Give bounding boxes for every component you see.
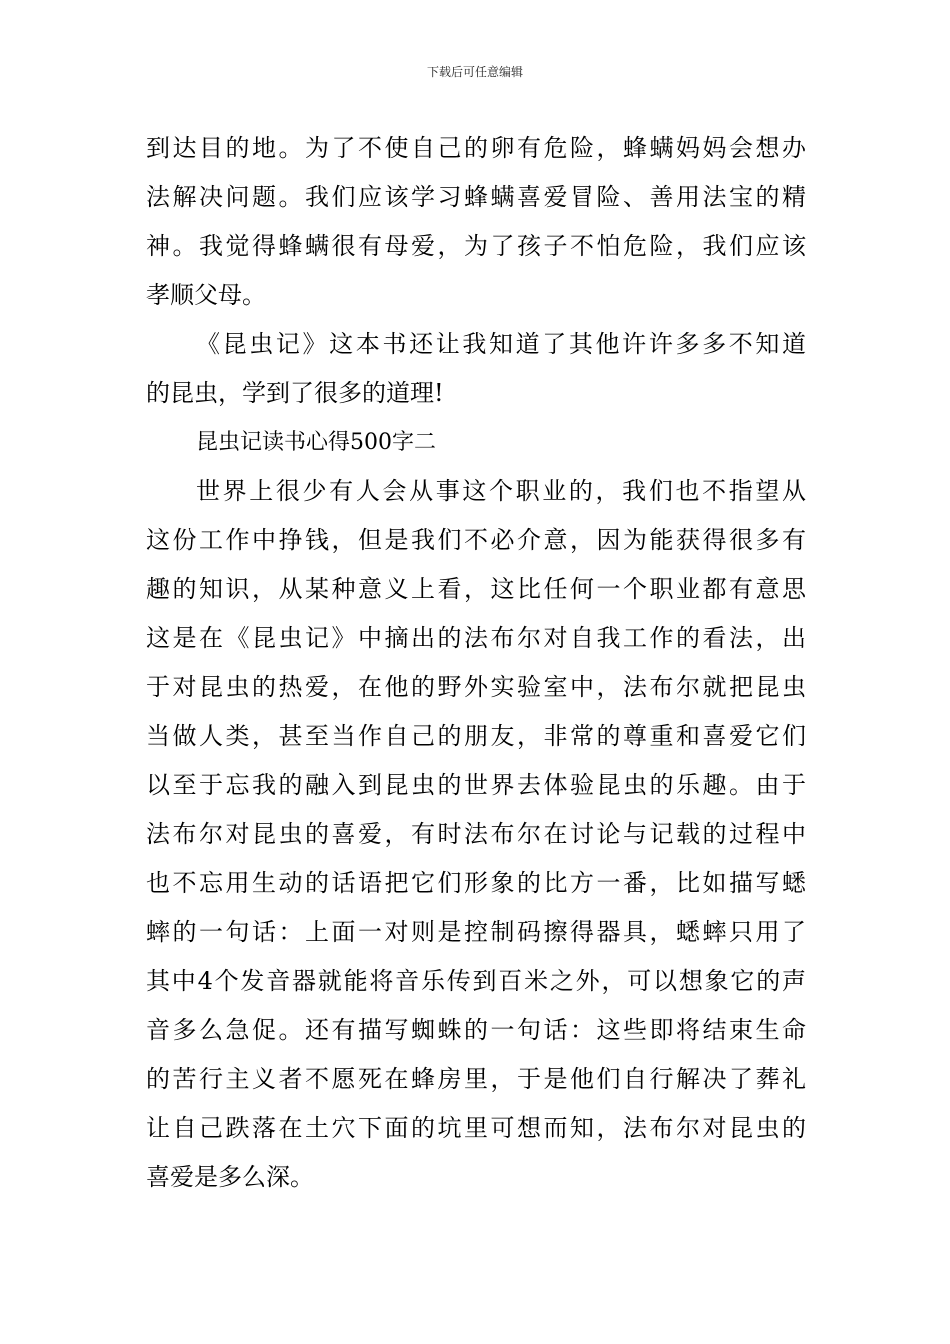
paragraph-2-line-2: 的昆虫，学到了很多的道理! [146,379,444,407]
paragraph-1-line-4: 孝顺父母。 [146,281,266,309]
paragraph-3-line-5: 于对昆虫的热爱，在他的野外实验室中，法布尔就把昆虫 [146,673,806,701]
paragraph-3-line-1: 世界上很少有人会从事这个职业的，我们也不指望从 [196,477,806,505]
page-header: 下载后可任意编辑 [426,65,523,79]
paragraph-3-line-9: 也不忘用生动的话语把它们形象的比方一番，比如描写蟋 [146,869,806,897]
paragraph-1-line-2: 法解决问题。我们应该学习蜂螨喜爱冒险、善用法宝的精 [146,183,806,211]
paragraph-3-line-12: 音多么急促。还有描写蜘蛛的一句话：这些即将结束生命 [146,1016,806,1044]
paragraph-3-line-10: 蟀的一句话：上面一对则是控制码擦得器具，蟋蟀只用了 [146,918,806,946]
paragraph-3-line-15: 喜爱是多么深。 [146,1163,314,1191]
paragraph-1-line-3: 神。我觉得蜂螨很有母爱，为了孩子不怕危险，我们应该 [146,232,806,260]
document-body [146,124,806,1202]
paragraph-2-line-1: 《昆虫记》这本书还让我知道了其他许许多多不知道 [196,330,806,358]
paragraph-3-line-3: 趣的知识，从某种意义上看，这比任何一个职业都有意思 [146,575,806,603]
paragraph-3-line-8: 法布尔对昆虫的喜爱，有时法布尔在讨论与记载的过程中 [146,820,806,848]
paragraph-3-line-4: 这是在《昆虫记》中摘出的法布尔对自我工作的看法，出 [146,624,806,652]
paragraph-3-line-7: 以至于忘我的融入到昆虫的世界去体验昆虫的乐趣。由于 [146,771,806,799]
paragraph-3-line-13: 的苦行主义者不愿死在蜂房里，于是他们自行解决了葬礼 [146,1065,806,1093]
paragraph-3-line-14: 让自己跌落在土穴下面的坑里可想而知，法布尔对昆虫的 [146,1114,806,1142]
section-title: 昆虫记读书心得500字二 [196,430,436,455]
paragraph-3-line-2: 这份工作中挣钱，但是我们不必介意，因为能获得很多有 [146,526,806,554]
paragraph-3-line-11: 其中4个发音器就能将音乐传到百米之外，可以想象它的声 [146,967,806,995]
paragraph-3-line-6: 当做人类，甚至当作自己的朋友，非常的尊重和喜爱它们 [146,722,806,750]
paragraph-1-line-1: 到达目的地。为了不使自己的卵有危险，蜂螨妈妈会想办 [146,134,806,162]
